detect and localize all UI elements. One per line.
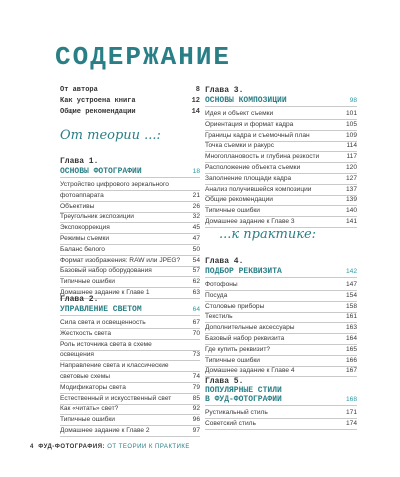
chapter-title-label: ПОДБОР РЕКВИЗИТА — [205, 267, 282, 276]
toc-entry-page: 8 — [195, 86, 200, 94]
chapter-page: 98 — [349, 97, 357, 104]
toc-entry-page: 105 — [345, 120, 357, 128]
toc-entry-page: 12 — [191, 97, 200, 105]
toc-entry-label: Объективы — [60, 202, 95, 210]
toc-entry-label: Базовый набор оборудования — [60, 267, 152, 275]
toc-entry[interactable] — [60, 191, 200, 202]
toc-entry-label: Общие рекомендации — [60, 108, 136, 116]
toc-entry[interactable] — [205, 185, 357, 196]
toc-entry-label: Многоплановость и глубина резкости — [205, 153, 320, 161]
toc-entry[interactable] — [60, 277, 200, 288]
toc-entry[interactable] — [205, 131, 357, 142]
toc-entry-page: 139 — [345, 196, 357, 204]
section-script-practice: ...к практике: — [219, 227, 317, 242]
toc-entry-label: Фотофоны — [205, 281, 238, 288]
toc-entry-label: Дополнительные аксессуары — [205, 324, 295, 332]
toc-entry-label: Домашнее задание к Главе 2 — [60, 427, 150, 434]
toc-entry-label: Посуда — [205, 291, 228, 299]
toc-entry-label: Роль источника света в схеме — [60, 340, 152, 348]
chapter-title[interactable] — [205, 95, 357, 107]
toc-entry-page: 147 — [345, 281, 357, 288]
toc-entry-label: Домашнее задание к Главе 3 — [205, 218, 295, 225]
toc-entry-page: 114 — [346, 142, 357, 150]
toc-entry-page: 120 — [345, 164, 357, 171]
toc-entry-label: Типичные ошибки — [60, 278, 115, 286]
toc-entry[interactable] — [60, 372, 200, 383]
toc-entry-page: 140 — [345, 207, 357, 215]
toc-entry-label: Треугольник экспозиции — [60, 213, 134, 221]
chapter-number: Глава 2. — [60, 295, 99, 304]
toc-entry-page: 137 — [345, 185, 357, 193]
toc-entry-page: 73 — [192, 351, 200, 359]
toc-entry-page: 63 — [192, 289, 200, 296]
toc-entry-label: Направление света и классические — [60, 362, 169, 370]
toc-entry-page: 67 — [192, 319, 200, 326]
toc-entry-label: Естественный и искусственный свет — [60, 394, 172, 402]
toc-entry[interactable] — [60, 212, 200, 223]
chapter-title[interactable] — [205, 394, 357, 406]
toc-entry[interactable] — [205, 280, 357, 291]
toc-entry-page: 70 — [192, 329, 200, 337]
toc-entry-label: Устройство цифрового зеркального — [60, 181, 169, 188]
toc-entry-page: 50 — [192, 245, 200, 253]
toc-entry-page: 163 — [345, 324, 357, 332]
chapter-number: Глава 4. — [205, 257, 244, 266]
toc-entry[interactable] — [205, 334, 357, 345]
toc-entry-page: 62 — [192, 278, 200, 286]
toc-entry-page: 45 — [192, 224, 200, 232]
toc-entry[interactable] — [60, 394, 200, 405]
toc-entry[interactable] — [60, 108, 200, 118]
toc-entry[interactable] — [60, 350, 200, 361]
toc-entry-page: 117 — [346, 153, 357, 161]
chapter-title-line1: ПОПУЛЯРНЫЕ СТИЛИ — [205, 386, 282, 395]
toc-entry-page: 166 — [345, 356, 357, 364]
toc-entry[interactable] — [60, 223, 200, 234]
toc-entry-page: 158 — [345, 302, 357, 310]
toc-entry-page: 54 — [192, 256, 200, 264]
toc-entry[interactable] — [205, 419, 357, 430]
toc-entry-page: 74 — [192, 373, 200, 380]
toc-entry-page: 174 — [345, 419, 357, 427]
toc-entry-label: Модификаторы света — [60, 383, 126, 391]
toc-entry-label: Формат изображения: RAW или JPEG? — [60, 256, 181, 264]
chapter-page: 18 — [192, 168, 200, 175]
toc-entry[interactable] — [205, 109, 357, 120]
chapter-page: 168 — [345, 396, 357, 403]
toc-entry-label: световые схемы — [60, 373, 110, 380]
toc-entry-page: 21 — [192, 191, 200, 199]
toc-entry-label: Идея и объект съемки — [205, 110, 274, 117]
chapter-title[interactable] — [60, 304, 200, 316]
toc-entry[interactable] — [60, 266, 200, 277]
toc-entry-label: Расположение объекта съемки — [205, 164, 301, 171]
section-script-theory: От теории ...: — [60, 128, 161, 143]
toc-entry-page: 26 — [192, 202, 200, 210]
toc-entry-label: Границы кадра и съемочный план — [205, 131, 310, 139]
toc-entry-label: Ориентация и формат кадра — [205, 120, 294, 128]
chapter-number: Глава 1. — [60, 157, 99, 166]
toc-entry-label: Экспокоррекция — [60, 224, 110, 232]
toc-entry-label: Домашнее задание к Главе 1 — [60, 289, 150, 296]
chapter-title-label: ОСНОВЫ ФОТОГРАФИИ — [60, 167, 142, 176]
chapter-title-label: ОСНОВЫ КОМПОЗИЦИИ — [205, 96, 287, 105]
toc-entry[interactable] — [60, 426, 200, 437]
toc-entry[interactable] — [205, 291, 357, 302]
toc-entry-page: 165 — [345, 345, 357, 353]
chapter-title[interactable] — [205, 266, 357, 278]
toc-entry-label: Столовые приборы — [205, 302, 265, 310]
footer-subtitle: ОТ ТЕОРИИ К ПРАКТИКЕ — [107, 444, 190, 450]
toc-entry-label: Сила света и освещенность — [60, 319, 146, 326]
chapter-title[interactable] — [60, 166, 200, 178]
toc-entry-page: 101 — [345, 110, 357, 117]
toc-entry-label: Рустикальный стиль — [205, 409, 268, 416]
toc-entry-label: От автора — [60, 86, 98, 94]
toc-entry[interactable] — [205, 356, 357, 367]
toc-entry-label: Жесткость света — [60, 329, 111, 337]
toc-entry-label: Текстиль — [205, 313, 233, 321]
toc-entry[interactable] — [205, 206, 357, 217]
toc-entry[interactable] — [60, 202, 200, 213]
toc-entry-label: фотоаппарата — [60, 191, 104, 199]
toc-entry[interactable] — [205, 345, 357, 356]
chapter-title-label: В ФУД-ФОТОГРАФИИ — [205, 395, 282, 404]
toc-entry-page: 79 — [192, 383, 200, 391]
toc-entry-page: 97 — [192, 427, 200, 434]
toc-entry[interactable] — [60, 340, 200, 351]
toc-entry-page: 92 — [192, 405, 200, 413]
toc-entry[interactable] — [205, 141, 357, 152]
toc-entry[interactable] — [205, 312, 357, 323]
toc-entry-label: Заполнение площади кадра — [205, 174, 292, 182]
toc-entry[interactable] — [205, 163, 357, 174]
chapter-page: 64 — [192, 306, 200, 313]
toc-entry[interactable] — [60, 415, 200, 426]
toc-entry-page: 57 — [192, 267, 200, 275]
toc-entry-page: 14 — [191, 108, 200, 116]
toc-entry-page: 109 — [345, 131, 357, 139]
toc-entry-label: Режимы съемки — [60, 235, 110, 242]
toc-entry[interactable] — [205, 366, 357, 377]
footer-book-title: ФУД-ФОТОГРАФИЯ: — [38, 444, 106, 450]
toc-entry-label: Базовый набор реквизита — [205, 335, 285, 342]
toc-entry[interactable] — [60, 97, 200, 107]
toc-entry[interactable] — [205, 408, 357, 419]
toc-entry-label: Общие рекомендации — [205, 196, 273, 204]
toc-entry[interactable] — [60, 245, 200, 256]
toc-entry[interactable] — [60, 86, 200, 96]
toc-entry-page: 96 — [192, 416, 200, 424]
toc-entry-label: освещения — [60, 351, 94, 359]
toc-entry-label: Анализ получившейся композиции — [205, 185, 312, 193]
toc-entry-label: Типичные ошибки — [60, 416, 115, 424]
toc-entry[interactable] — [60, 383, 200, 394]
toc-entry[interactable] — [60, 234, 200, 245]
toc-entry-label: Баланс белого — [60, 245, 105, 253]
toc-entry-page: 161 — [345, 313, 357, 321]
toc-entry-label: Как устроена книга — [60, 97, 136, 105]
toc-entry[interactable] — [60, 329, 200, 340]
footer-page-number: 4 — [30, 444, 34, 450]
page-footer — [30, 444, 190, 450]
toc-entry-page: 47 — [192, 235, 200, 242]
toc-entry-label: Где купить реквизит? — [205, 345, 271, 353]
toc-entry-page: 154 — [345, 291, 357, 299]
toc-entry-page: 167 — [345, 367, 357, 375]
toc-entry[interactable] — [60, 361, 200, 372]
chapter-title-label: УПРАВЛЕНИЕ СВЕТОМ — [60, 305, 142, 314]
chapter-number: Глава 5. — [205, 377, 244, 386]
toc-entry[interactable] — [60, 318, 200, 329]
chapter-page: 142 — [345, 268, 357, 275]
toc-entry[interactable] — [205, 174, 357, 185]
toc-entry[interactable] — [205, 195, 357, 206]
toc-entry[interactable] — [205, 323, 357, 334]
toc-entry[interactable] — [205, 302, 357, 313]
toc-entry-page: 127 — [345, 174, 357, 182]
toc-entry[interactable] — [60, 180, 200, 191]
toc-entry-label: Советский стиль — [205, 419, 256, 427]
toc-entry-page: 164 — [345, 335, 357, 342]
toc-entry[interactable] — [60, 404, 200, 415]
toc-entry-page: 32 — [192, 213, 200, 221]
toc-entry-page: 141 — [345, 218, 357, 225]
toc-entry-label: Типичные ошибки — [205, 356, 260, 364]
toc-entry-page: 85 — [192, 394, 200, 402]
toc-entry-label: Как «читать» свет? — [60, 405, 119, 413]
toc-entry-label: Домашнее задание к Главе 4 — [205, 367, 295, 375]
toc-entry[interactable] — [205, 120, 357, 131]
toc-entry[interactable] — [60, 256, 200, 267]
toc-entry-label: Точка съемки и ракурс — [205, 142, 275, 150]
page-title: СОДЕРЖАНИЕ — [55, 42, 232, 72]
toc-entry-page: 171 — [345, 409, 357, 416]
chapter-number: Глава 3. — [205, 86, 244, 95]
toc-entry[interactable] — [205, 152, 357, 163]
toc-entry-label: Типичные ошибки — [205, 207, 260, 215]
